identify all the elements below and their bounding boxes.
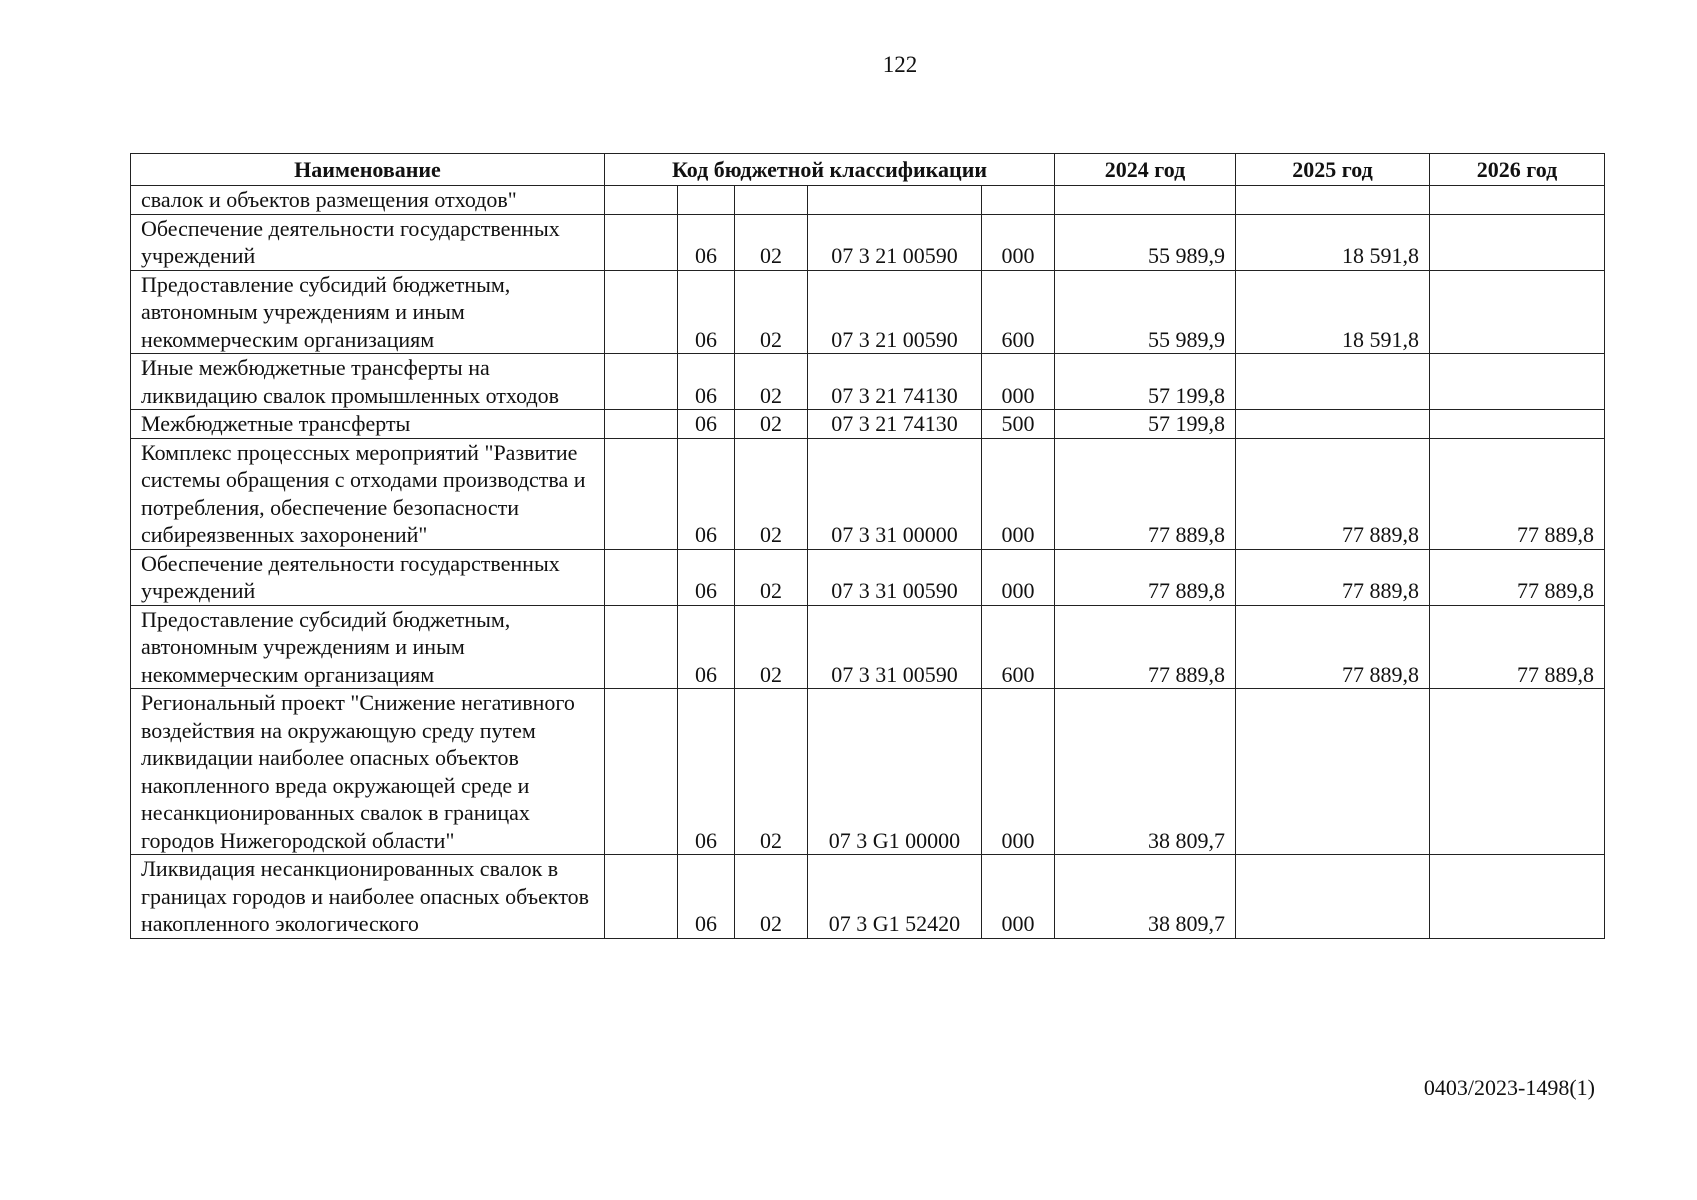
row-value-2025: 18 591,8 — [1236, 214, 1430, 270]
row-ministry-code — [605, 354, 678, 410]
row-value-2025 — [1236, 855, 1430, 939]
row-expense-type-code: 600 — [982, 270, 1055, 354]
row-subsection-code: 02 — [735, 438, 808, 549]
row-target-code: 07 3 31 00000 — [808, 438, 982, 549]
cell-empty — [605, 186, 678, 215]
row-section-code: 06 — [678, 438, 735, 549]
row-name: Региональный проект "Снижение негативного воздействия на окружающую среду путем ликвидации наиболее опасных объектов накопленного вреда окружающей среде и несанкционированных свалок в границах городов Нижегородской области" — [131, 689, 605, 855]
row-section-code: 06 — [678, 214, 735, 270]
row-target-code: 07 3 21 00590 — [808, 214, 982, 270]
row-ministry-code — [605, 605, 678, 689]
row-value-2026 — [1430, 354, 1605, 410]
row-expense-type-code: 000 — [982, 354, 1055, 410]
table-row — [131, 410, 1605, 439]
row-value-2024: 57 199,8 — [1055, 410, 1236, 439]
row-section-code: 06 — [678, 855, 735, 939]
row-subsection-code: 02 — [735, 354, 808, 410]
row-ministry-code — [605, 270, 678, 354]
row-section-code: 06 — [678, 270, 735, 354]
row-value-2024: 57 199,8 — [1055, 354, 1236, 410]
table-row — [131, 855, 1605, 939]
row-section-code: 06 — [678, 354, 735, 410]
row-ministry-code — [605, 410, 678, 439]
row-subsection-code: 02 — [735, 605, 808, 689]
continuation-row — [131, 186, 1605, 215]
row-value-2024: 55 989,9 — [1055, 214, 1236, 270]
row-value-2025: 77 889,8 — [1236, 549, 1430, 605]
row-value-2026 — [1430, 270, 1605, 354]
table-row — [131, 605, 1605, 689]
row-value-2024: 55 989,9 — [1055, 270, 1236, 354]
row-value-2025 — [1236, 689, 1430, 855]
row-value-2024: 77 889,8 — [1055, 438, 1236, 549]
row-value-2025: 77 889,8 — [1236, 605, 1430, 689]
row-name: Комплекс процессных мероприятий "Развитие системы обращения с отходами производства и потребления, обеспечение безопасности сибиреязвенных захоронений" — [131, 438, 605, 549]
row-expense-type-code: 600 — [982, 605, 1055, 689]
header-2026: 2026 год — [1430, 154, 1605, 186]
budget-table — [130, 153, 1605, 939]
row-name: Межбюджетные трансферты — [131, 410, 605, 439]
row-value-2024: 38 809,7 — [1055, 855, 1236, 939]
row-value-2025 — [1236, 410, 1430, 439]
row-name: Иные межбюджетные трансферты на ликвидацию свалок промышленных отходов — [131, 354, 605, 410]
row-expense-type-code: 000 — [982, 214, 1055, 270]
row-name: Обеспечение деятельности государственных учреждений — [131, 549, 605, 605]
cell-empty — [735, 186, 808, 215]
row-section-code: 06 — [678, 605, 735, 689]
row-expense-type-code: 500 — [982, 410, 1055, 439]
row-name: Предоставление субсидий бюджетным, автономным учреждениям и иным некоммерческим организациям — [131, 605, 605, 689]
row-expense-type-code: 000 — [982, 689, 1055, 855]
row-target-code: 07 3 G1 00000 — [808, 689, 982, 855]
row-subsection-code: 02 — [735, 855, 808, 939]
row-target-code: 07 3 31 00590 — [808, 605, 982, 689]
row-ministry-code — [605, 438, 678, 549]
header-2024: 2024 год — [1055, 154, 1236, 186]
row-value-2024: 77 889,8 — [1055, 549, 1236, 605]
row-subsection-code: 02 — [735, 270, 808, 354]
row-target-code: 07 3 G1 52420 — [808, 855, 982, 939]
cell-empty — [1430, 186, 1605, 215]
header-2025: 2025 год — [1236, 154, 1430, 186]
row-subsection-code: 02 — [735, 410, 808, 439]
cell-empty — [1236, 186, 1430, 215]
row-target-code: 07 3 31 00590 — [808, 549, 982, 605]
row-value-2024: 77 889,8 — [1055, 605, 1236, 689]
row-target-code: 07 3 21 74130 — [808, 354, 982, 410]
row-target-code: 07 3 21 00590 — [808, 270, 982, 354]
row-section-code: 06 — [678, 549, 735, 605]
page-number: 122 — [882, 52, 918, 77]
row-subsection-code: 02 — [735, 549, 808, 605]
row-ministry-code — [605, 549, 678, 605]
row-subsection-code: 02 — [735, 214, 808, 270]
row-name: Предоставление субсидий бюджетным, автономным учреждениям и иным некоммерческим организациям — [131, 270, 605, 354]
row-ministry-code — [605, 214, 678, 270]
row-section-code: 06 — [678, 410, 735, 439]
header-budget-code: Код бюджетной классификации — [605, 154, 1055, 186]
cell-empty — [982, 186, 1055, 215]
row-section-code: 06 — [678, 689, 735, 855]
header-name: Наименование — [131, 154, 605, 186]
table-row — [131, 214, 1605, 270]
row-expense-type-code: 000 — [982, 855, 1055, 939]
continuation-name: свалок и объектов размещения отходов" — [131, 186, 605, 215]
row-value-2025: 77 889,8 — [1236, 438, 1430, 549]
table-row — [131, 438, 1605, 549]
table-row — [131, 354, 1605, 410]
row-value-2026 — [1430, 689, 1605, 855]
table-row — [131, 689, 1605, 855]
row-expense-type-code: 000 — [982, 549, 1055, 605]
table-row — [131, 270, 1605, 354]
row-target-code: 07 3 21 74130 — [808, 410, 982, 439]
row-name: Обеспечение деятельности государственных учреждений — [131, 214, 605, 270]
row-value-2025: 18 591,8 — [1236, 270, 1430, 354]
table-row — [131, 549, 1605, 605]
row-value-2026: 77 889,8 — [1430, 549, 1605, 605]
table-header-row — [131, 154, 1605, 186]
row-value-2026: 77 889,8 — [1430, 605, 1605, 689]
cell-empty — [808, 186, 982, 215]
row-value-2026 — [1430, 855, 1605, 939]
document-id: 0403/2023-1498(1) — [1423, 1075, 1595, 1100]
row-expense-type-code: 000 — [982, 438, 1055, 549]
row-value-2026 — [1430, 214, 1605, 270]
row-name: Ликвидация несанкционированных свалок в границах городов и наиболее опасных объектов накопленного экологического — [131, 855, 605, 939]
row-value-2026 — [1430, 410, 1605, 439]
row-value-2024: 38 809,7 — [1055, 689, 1236, 855]
row-subsection-code: 02 — [735, 689, 808, 855]
cell-empty — [678, 186, 735, 215]
row-value-2025 — [1236, 354, 1430, 410]
row-ministry-code — [605, 855, 678, 939]
row-value-2026: 77 889,8 — [1430, 438, 1605, 549]
row-ministry-code — [605, 689, 678, 855]
cell-empty — [1055, 186, 1236, 215]
